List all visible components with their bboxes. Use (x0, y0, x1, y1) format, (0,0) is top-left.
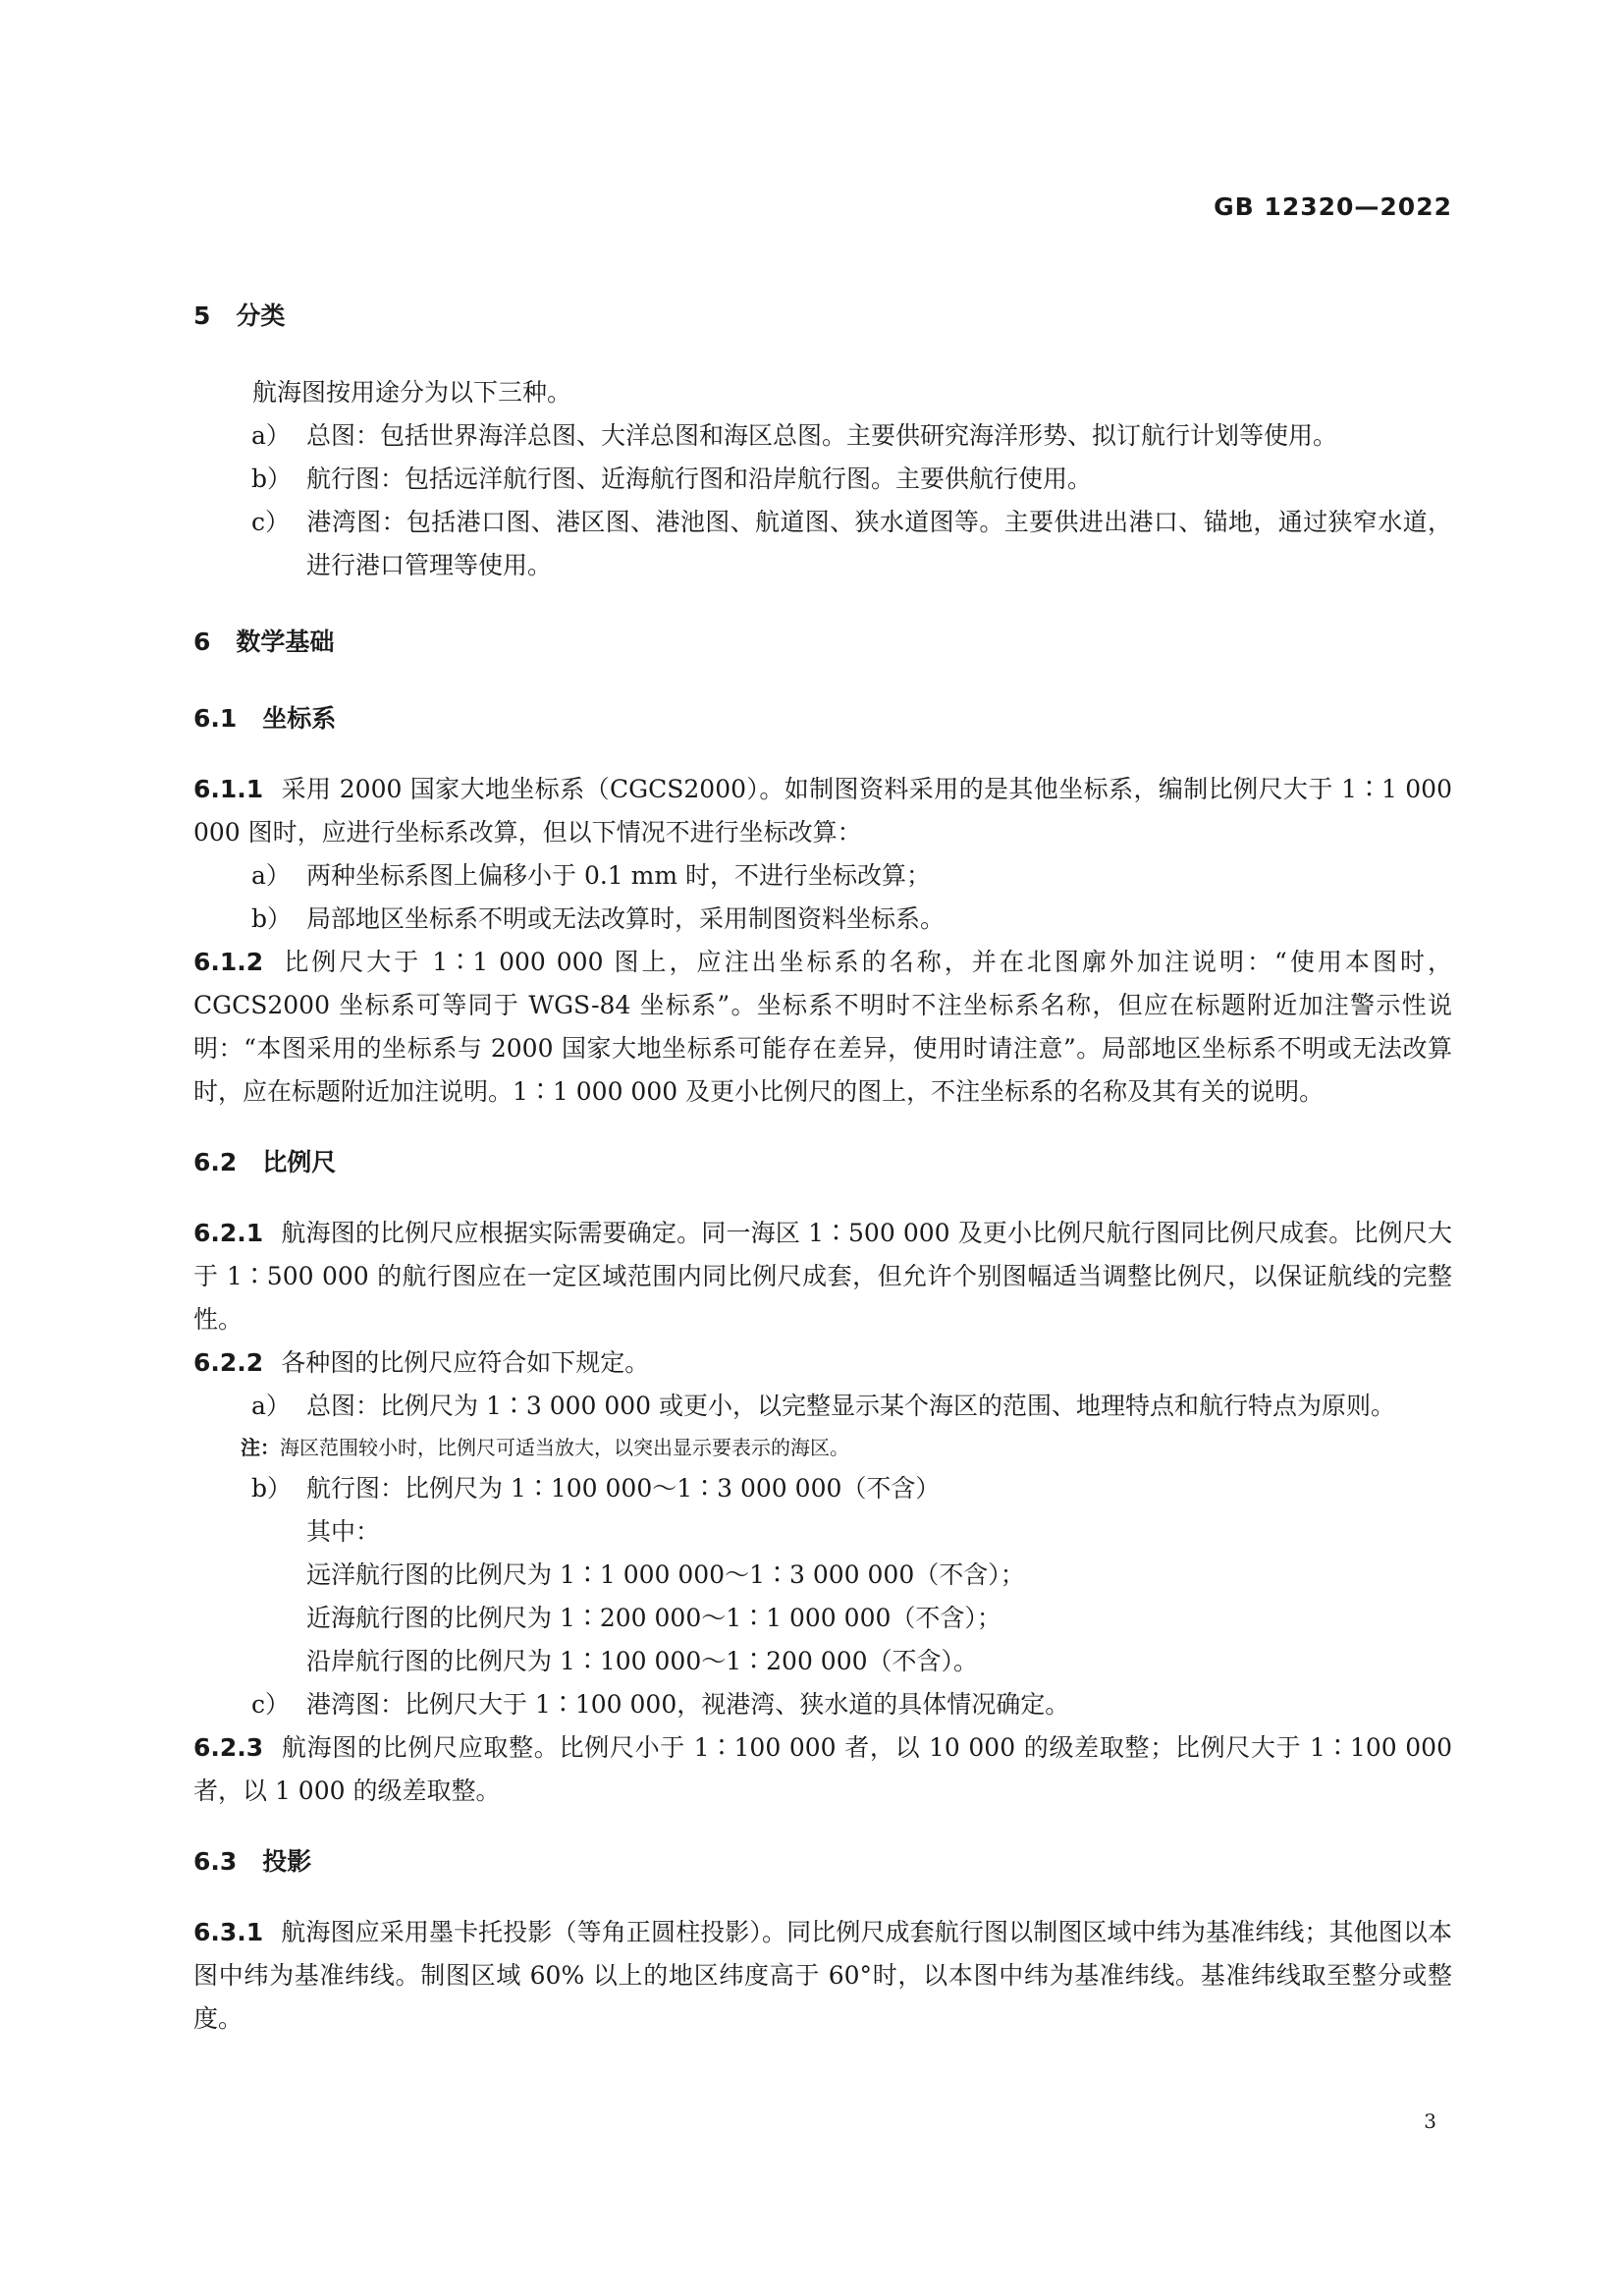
section-title: 坐标系 (262, 704, 337, 733)
section-title: 投影 (262, 1847, 312, 1876)
section-6-1-heading (193, 697, 1452, 740)
section-5-intro: 航海图按用途分为以下三种。 (252, 378, 572, 407)
item-label: b） (251, 904, 293, 933)
page-number: 3 (1424, 2109, 1436, 2133)
standard-number: GB 12320—2022 (1214, 192, 1452, 221)
clause-text: 航海图应采用墨卡托投影（等角正圆柱投影）。同比例尺成套航行图以制图区域中纬为基准纬线；其他图以本图中纬为基准纬线。制图区域 60% 以上的地区纬度高于 60°时，以本图中纬为基准纬线。基准纬线取至整分或整度。 (193, 1918, 1452, 2033)
item-text: 两种坐标系图上偏移小于 0.1 mm 时，不进行坐标改算； (306, 861, 932, 890)
item-text: 总图：包括世界海洋总图、大洋总图和海区总图。主要供研究海洋形势、拟订航行计划等使用。 (306, 421, 1338, 450)
clause-text: 各种图的比例尺应符合如下规定。 (281, 1348, 650, 1377)
sub-item: 远洋航行图的比例尺为 1∶1 000 000～1∶3 000 000（不含）； (306, 1560, 1025, 1589)
item-label: b） (251, 465, 293, 493)
item-label: c） (251, 508, 291, 536)
item-label: a） (251, 421, 291, 450)
note-text: 海区范围较小时，比例尺可适当放大，以突出显示要表示的海区。 (280, 1436, 849, 1459)
list-item (193, 458, 1452, 501)
list-item (193, 414, 1452, 458)
section-number: 5 (193, 301, 211, 330)
item-text: 航行图：比例尺为 1∶100 000～1∶3 000 000（不含） (306, 1474, 941, 1503)
clause-6-2-3 (193, 1726, 1452, 1813)
item-text: 航行图：包括远洋航行图、近海航行图和沿岸航行图。主要供航行使用。 (306, 465, 1093, 493)
list-item (193, 854, 1452, 898)
section-number: 6.2 (193, 1148, 238, 1176)
clause-text: 比例尺大于 1∶1 000 000 图上，应注出坐标系的名称，并在北图廓外加注说明：“使用本图时，CGCS2000 坐标系可等同于 WGS-84 坐标系”。坐标系不明时不注坐标系名称，但应在标题附近加注警示性说明：“本图采用的坐标系与 2000 国家大地坐标系可能存在差异，使用时请注意”。局部地区坐标系不明或无法改算时，应在标题附近加注说明。1∶1 000 000 及更小比例尺的图上，不注坐标系的名称及其有关的说明。 (193, 948, 1452, 1106)
item-label: a） (251, 861, 291, 890)
list-item (193, 1683, 1452, 1726)
sub-item: 沿岸航行图的比例尺为 1∶100 000～1∶200 000（不含）。 (306, 1647, 979, 1675)
list-item (193, 1467, 1452, 1510)
clause-number: 6.1.1 (193, 775, 264, 803)
section-5-heading (193, 295, 1452, 338)
clause-6-3-1 (193, 1911, 1452, 2041)
item-text: 港湾图：包括港口图、港区图、港池图、航道图、狭水道图等。主要供进出港口、锚地，通过狭窄水道，进行港口管理等使用。 (306, 508, 1452, 579)
section-title: 分类 (236, 301, 286, 330)
clause-text: 航海图的比例尺应根据实际需要确定。同一海区 1∶500 000 及更小比例尺航行图同比例尺成套。比例尺大于 1∶500 000 的航行图应在一定区域范围内同比例尺成套，但允许个别图幅适当调整比例尺，以保证航线的完整性。 (193, 1219, 1452, 1334)
clause-text: 航海图的比例尺应取整。比例尺小于 1∶100 000 者，以 10 000 的级差取整；比例尺大于 1∶100 000 者，以 1 000 的级差取整。 (193, 1733, 1452, 1805)
clause-6-2-1 (193, 1212, 1452, 1341)
note-label: 注： (241, 1436, 280, 1459)
sub-intro: 其中： (306, 1517, 381, 1546)
section-6-heading (193, 621, 1452, 664)
sub-item: 近海航行图的比例尺为 1∶200 000～1∶1 000 000（不含）； (306, 1604, 1001, 1632)
clause-text: 采用 2000 国家大地坐标系（CGCS2000）。如制图资料采用的是其他坐标系，编制比例尺大于 1∶1 000 000 图时，应进行坐标系改算，但以下情况不进行坐标改算： (193, 775, 1452, 847)
item-text: 港湾图：比例尺大于 1∶100 000，视港湾、狭水道的具体情况确定。 (306, 1690, 1070, 1719)
section-title: 数学基础 (236, 628, 335, 656)
section-6-3-heading (193, 1840, 1452, 1884)
clause-6-1-1 (193, 768, 1452, 854)
list-item (193, 501, 1452, 587)
section-number: 6.1 (193, 704, 238, 733)
list-item (193, 1385, 1452, 1428)
note (193, 1428, 1452, 1467)
list-item (193, 898, 1452, 941)
clause-number: 6.2.2 (193, 1348, 264, 1377)
section-number: 6 (193, 628, 211, 656)
clause-number: 6.3.1 (193, 1918, 264, 1946)
item-label: c） (251, 1690, 291, 1719)
section-number: 6.3 (193, 1847, 238, 1876)
clause-number: 6.2.1 (193, 1219, 264, 1247)
clause-number: 6.1.2 (193, 948, 264, 976)
item-label: b） (251, 1474, 293, 1503)
item-label: a） (251, 1392, 291, 1420)
clause-6-1-2 (193, 941, 1452, 1114)
section-title: 比例尺 (262, 1148, 337, 1176)
clause-6-2-2 (193, 1341, 1452, 1385)
document-body (193, 295, 1452, 2041)
section-6-2-heading (193, 1141, 1452, 1184)
item-text: 局部地区坐标系不明或无法改算时，采用制图资料坐标系。 (306, 904, 946, 933)
clause-number: 6.2.3 (193, 1733, 264, 1762)
item-text: 总图：比例尺为 1∶3 000 000 或更小，以完整显示某个海区的范围、地理特点和航行特点为原则。 (306, 1392, 1396, 1420)
